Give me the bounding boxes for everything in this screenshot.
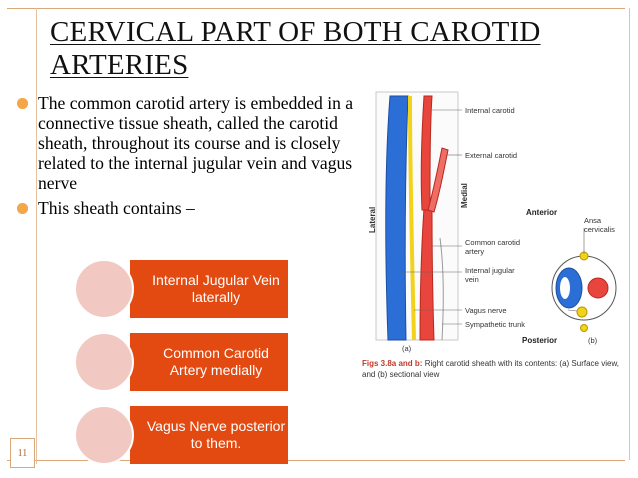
- label-lateral: Lateral: [368, 206, 377, 233]
- sheath-item-box: [130, 333, 288, 391]
- sheath-item-circle: [74, 259, 134, 319]
- internal-jugular-vein-shape: [386, 96, 408, 340]
- label-sympathetic-trunk: Sympathetic trunk: [465, 320, 526, 329]
- bullet-text: The common carotid artery is embedded in a connective tissue sheath, called the carotid sheath, throughout its course and is closely related to the internal jugular vein and vagus nerve: [38, 93, 354, 193]
- sheath-item-box: [130, 406, 288, 464]
- bullet-item: [16, 198, 361, 218]
- sheath-item-label: Vagus Nerve posterior to them.: [146, 418, 286, 451]
- label-medial: Medial: [460, 183, 469, 208]
- sectional-artery-shape: [588, 278, 608, 298]
- sheath-contents-list: [74, 260, 288, 466]
- bullet-list: [16, 93, 361, 218]
- sectional-vein-lumen: [560, 277, 570, 299]
- label-common-carotid-artery: Common carotid artery: [465, 238, 521, 256]
- slide-title: CERVICAL PART OF BOTH CAROTID ARTERIES: [50, 16, 541, 81]
- slide-number: 11: [10, 438, 35, 468]
- figure-caption-text: Right carotid sheath with its contents: (a) Surface view, and (b) sectional view: [362, 359, 620, 379]
- sheath-item-label: Common Carotid Artery medially: [163, 345, 269, 378]
- carotid-sheath-figure: [362, 88, 624, 418]
- label-panel-a: (a): [402, 344, 412, 353]
- bullet-marker-icon: [17, 98, 28, 109]
- label-anterior: Anterior: [526, 208, 558, 217]
- bullet-marker-icon: [17, 203, 28, 214]
- figure-caption-lead: Figs 3.8a and b:: [362, 359, 423, 368]
- label-external-carotid: External carotid: [465, 151, 518, 160]
- sheath-item-label: Internal Jugular Vein laterally: [152, 272, 280, 305]
- bullet-item: [16, 93, 361, 193]
- label-posterior: Posterior: [522, 336, 558, 345]
- label-ansa-cervicalis: Ansa cervicalis: [584, 216, 615, 234]
- label-vagus-nerve: Vagus nerve: [465, 306, 507, 315]
- sheath-item-box: [130, 260, 288, 318]
- sectional-sympathetic-shape: [581, 325, 588, 332]
- sheath-item-circle: [74, 332, 134, 392]
- figure-caption: [362, 358, 624, 380]
- label-internal-jugular-vein: Internal jugular vein: [465, 266, 515, 284]
- frame-top-rule: [7, 8, 625, 9]
- frame-left-rule: [36, 8, 37, 464]
- sectional-vagus-shape: [577, 307, 587, 317]
- frame-right-rule: [629, 8, 630, 460]
- bullet-text: This sheath contains –: [38, 198, 195, 218]
- label-internal-carotid: Internal carotid: [465, 106, 515, 115]
- label-panel-b: (b): [588, 336, 598, 345]
- internal-carotid-shape: [421, 96, 432, 210]
- sheath-item-circle: [74, 405, 134, 465]
